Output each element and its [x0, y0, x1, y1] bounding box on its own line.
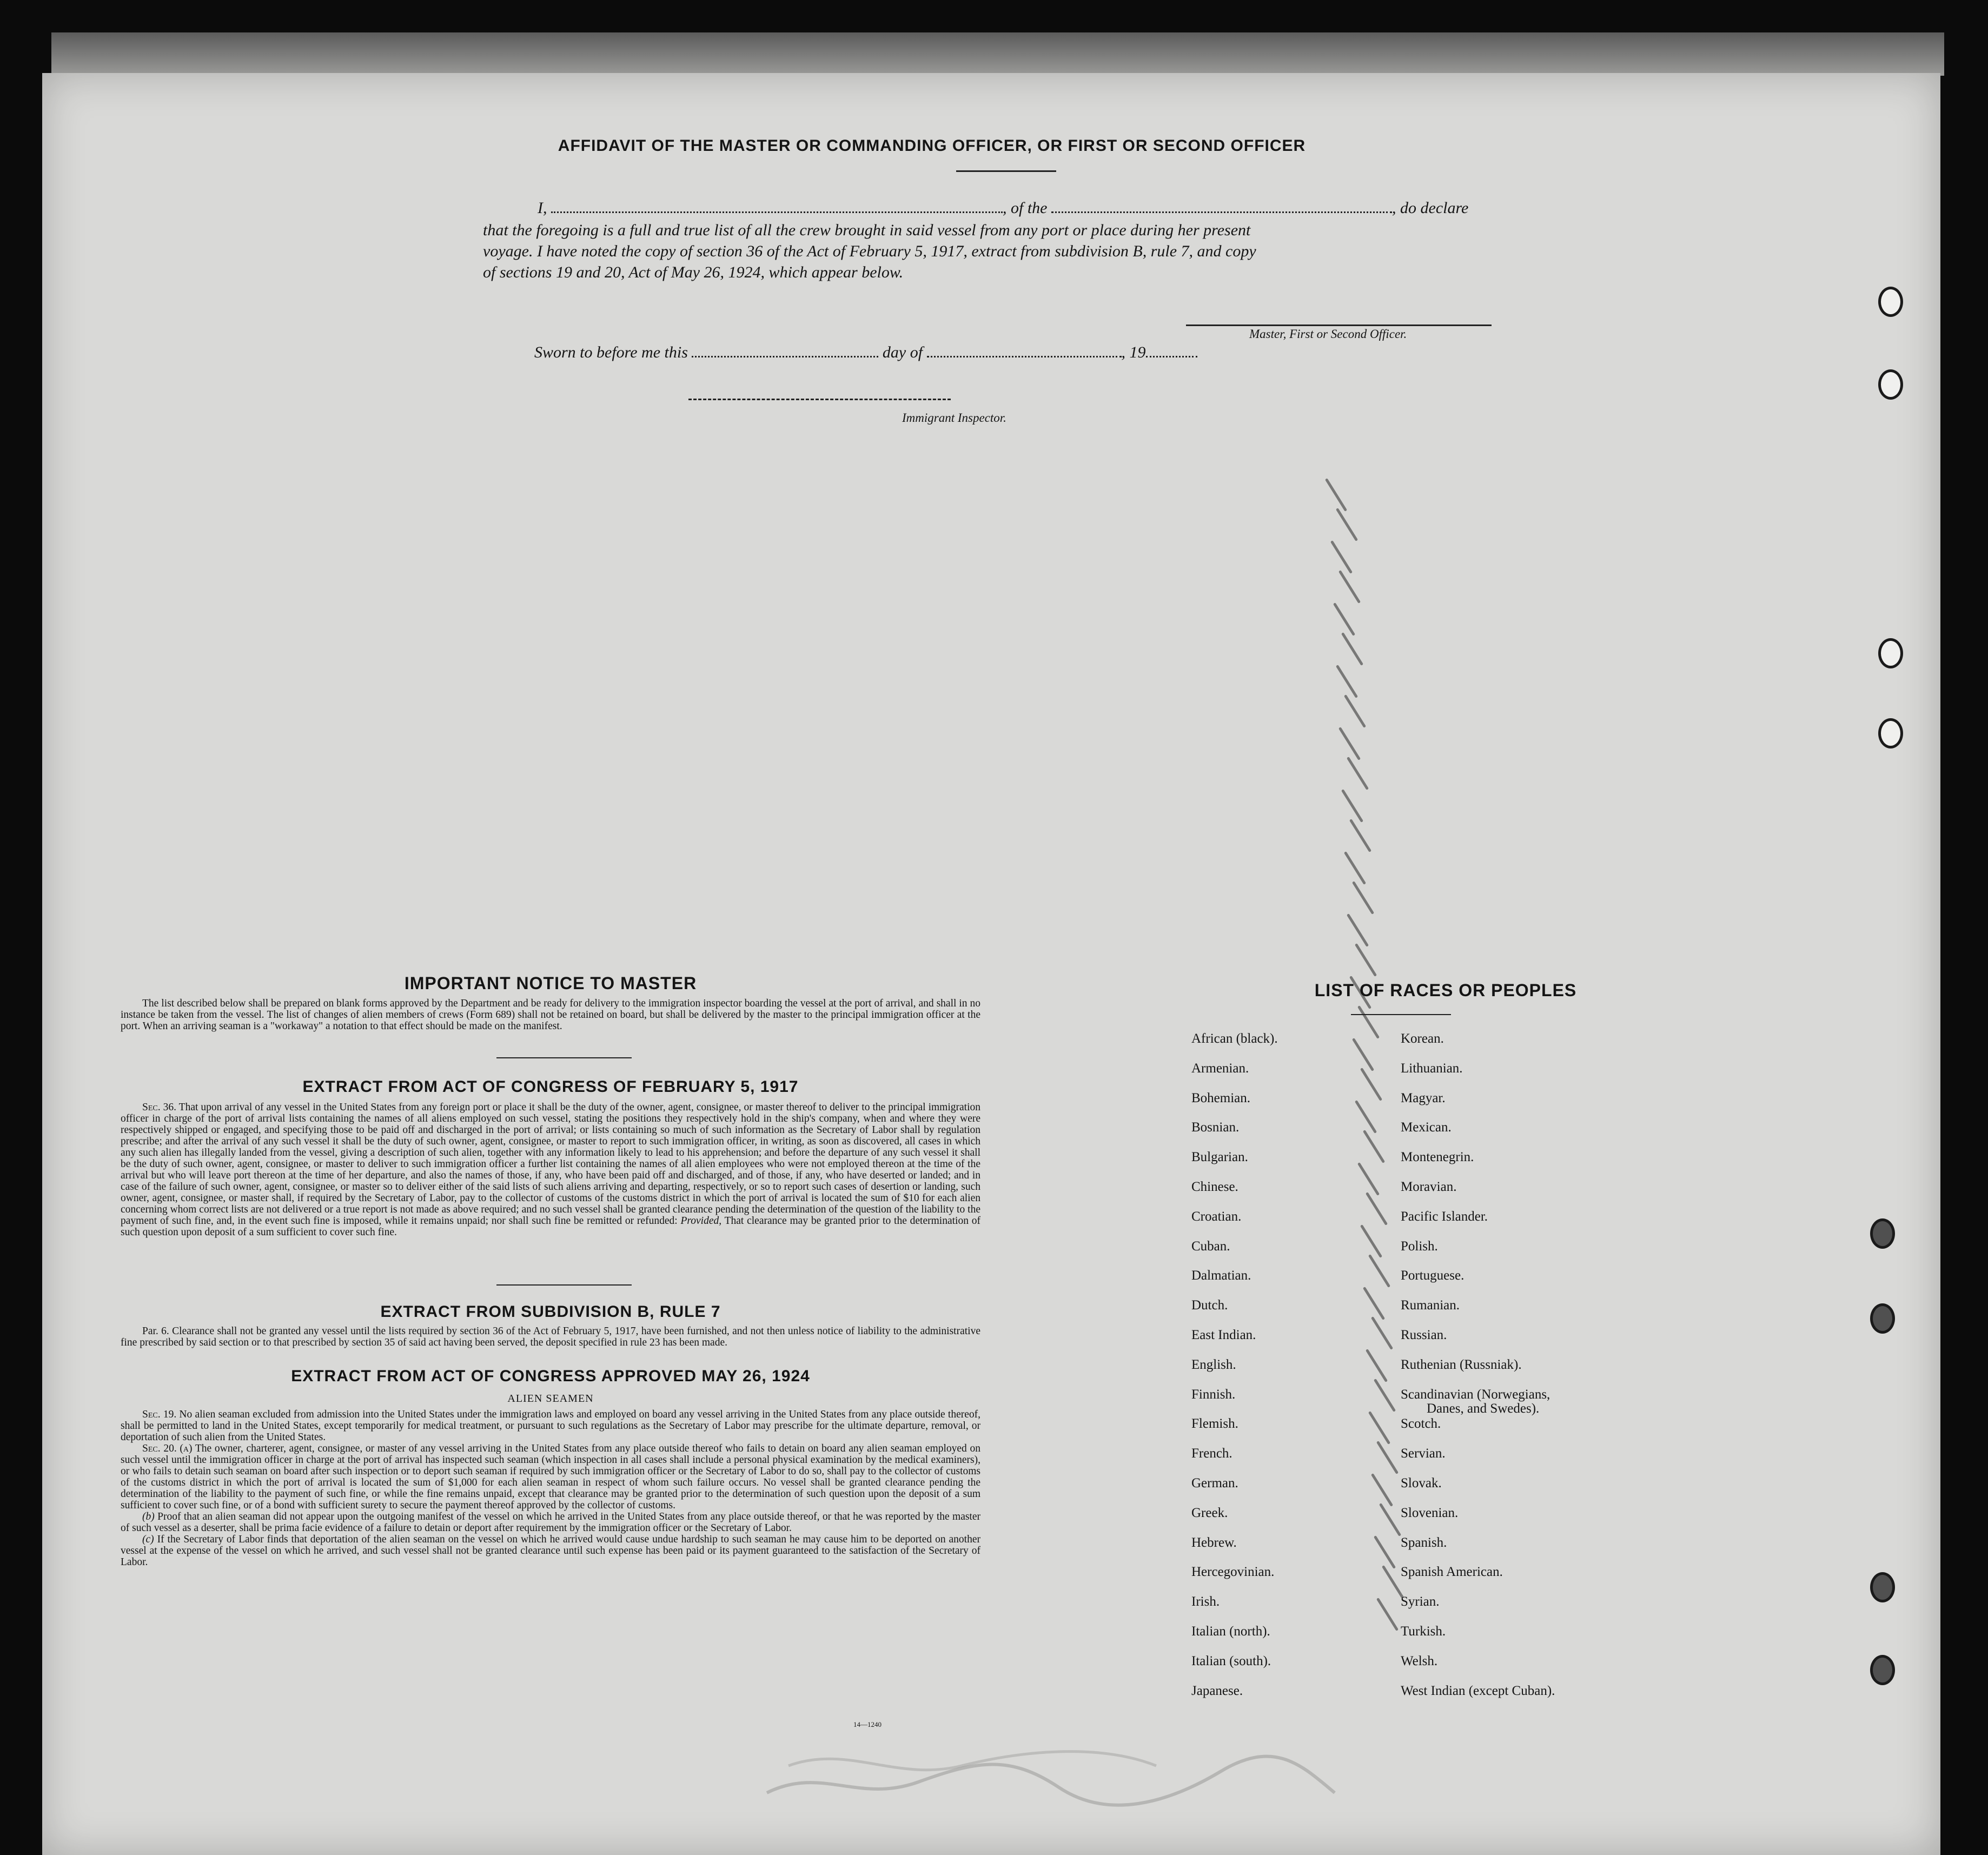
race-item: Moravian. — [1401, 1180, 1457, 1194]
inspector-signature-line[interactable] — [688, 399, 951, 400]
year-label: , 19 — [1121, 343, 1146, 361]
title-divider — [956, 170, 1056, 172]
sec-36-text-end: That clearance may be granted prior to the determination of such question upon deposit of a sum sufficient to cover such fine. — [121, 1215, 980, 1238]
race-item: Ruthenian (Russniak). — [1401, 1357, 1522, 1372]
race-item: Greek. — [1191, 1505, 1228, 1520]
master-label: Master, First or Second Officer. — [1249, 327, 1407, 341]
section-divider — [496, 1284, 632, 1286]
races-divider — [1351, 1014, 1451, 1015]
extract-rule7-section — [121, 1326, 980, 1348]
sec-19-label: Sec. 19. — [142, 1409, 177, 1420]
of-the-label: , of the — [1003, 199, 1048, 217]
sec-20a-paragraph — [121, 1443, 980, 1511]
notice-title: IMPORTANT NOTICE TO MASTER — [404, 973, 697, 993]
i-label: I, — [538, 199, 547, 217]
race-item: English. — [1191, 1357, 1236, 1372]
race-item: Danes, and Swedes). — [1427, 1401, 1540, 1416]
extract-rule7-text: Par. 6. Clearance shall not be granted any vessel until the lists required by section 36 of the Act of February 5, 1917, have been furnished, and not then unless notice of liability to the administrative fine prescribed by said section or to that prescribed by section 35 of said act having been served, the deposit specified in rule 23 has been made. — [121, 1326, 980, 1348]
race-item: Slovenian. — [1401, 1505, 1459, 1520]
race-item: Servian. — [1401, 1446, 1446, 1461]
sec-19-text: No alien seaman excluded from admission into the United States under the immigration laws and employed on board any vessel arriving in the United States from any place outside thereof, shall be permitted to land in the United States, except temporarily for medical treatment, or pursuant to such regulations as the Secretary of Labor may prescribe for the ultimate departure, removal, or deportation of such alien from the United States. — [121, 1409, 980, 1443]
race-item: Slovak. — [1401, 1476, 1442, 1490]
sec-20c-text: If the Secretary of Labor finds that deportation of the alien seaman on the vessel on which he arrived would cause undue hardship to such seaman he may cause him to be deported on another vessel at the expense of the vessel on which he arrived, and such vessel shall not be granted clearance until such expense has been paid or its payment guaranteed to the satisfaction of the Secretary of Labor. — [121, 1534, 980, 1568]
race-item: Chinese. — [1191, 1180, 1238, 1194]
inspector-label: Immigrant Inspector. — [902, 411, 1006, 425]
race-item: Armenian. — [1191, 1061, 1249, 1076]
sec-20b-paragraph — [121, 1511, 980, 1534]
race-item: French. — [1191, 1446, 1232, 1461]
section-divider — [496, 1057, 632, 1058]
affidavit-line-2: that the foregoing is a full and true list of all the crew brought in said vessel from any port or place during her present — [483, 221, 1251, 239]
race-item: Finnish. — [1191, 1387, 1236, 1402]
sworn-line — [534, 343, 1197, 362]
race-item: Syrian. — [1401, 1594, 1440, 1609]
do-declare-label: , do declare — [1392, 199, 1469, 217]
affidavit-declaration-line — [538, 199, 1468, 217]
master-signature-line[interactable] — [1186, 324, 1492, 326]
race-item: Welsh. — [1401, 1653, 1438, 1668]
vessel-blank[interactable] — [1051, 211, 1392, 213]
scan-top-edge — [51, 32, 1944, 76]
extract-rule7-title: EXTRACT FROM SUBDIVISION B, RULE 7 — [380, 1303, 721, 1321]
race-item: West Indian (except Cuban). — [1401, 1683, 1555, 1698]
extract-1924-title: EXTRACT FROM ACT OF CONGRESS APPROVED MAY 26, 1924 — [291, 1367, 810, 1385]
provided-label: Provided, — [680, 1215, 722, 1227]
race-item: Flemish. — [1191, 1416, 1238, 1432]
race-item: Polish. — [1401, 1238, 1438, 1254]
race-item: Scotch. — [1401, 1416, 1441, 1432]
month-blank[interactable] — [927, 356, 1122, 357]
affidavit-line-4: of sections 19 and 20, Act of May 26, 1924, which appear below. — [483, 263, 904, 281]
binder-hole-icon — [1870, 1572, 1895, 1602]
sworn-label: Sworn to before me this — [534, 343, 688, 361]
sec-20c-paragraph — [121, 1534, 980, 1568]
document-page — [42, 73, 1940, 1855]
race-item: Spanish. — [1401, 1535, 1447, 1550]
sec-20a-text: The owner, charterer, agent, consignee, or master of any vessel arriving in the United States from any place outside thereof who fails to detain on board any alien seaman employed on such vessel until the immigration officer in charge at the port of arrival has inspected such seaman (which inspection in all cases shall include a personal physical examination by the medical examiners), or who fails to detain such seaman on board after such inspection or to deport such seaman if required by such immigration officer or the Secretary of Labor to do so, shall pay to the collector of customs of the customs district in which the port of arrival is located the sum of $1,000 for each alien seaman in respect of whom such failure occurs. No vessel shall be granted clearance pending the determination of the liability to the payment of such fine, or while the fine remains unpaid, except that clearance may be granted prior to the determination of such question upon the deposit of a sum sufficient to cover such fine, or of a bond with sufficient surety to secure the payment thereof approved by the collector of customs. — [121, 1443, 980, 1511]
extract-1924-subtitle: ALIEN SEAMEN — [507, 1393, 594, 1405]
race-item: Magyar. — [1401, 1090, 1446, 1105]
race-item: Irish. — [1191, 1594, 1220, 1609]
race-item: Hercegovinian. — [1191, 1565, 1275, 1580]
sec-36-label: Sec. 36. — [142, 1102, 176, 1113]
race-item: Korean. — [1401, 1031, 1444, 1046]
day-blank[interactable] — [692, 356, 878, 357]
race-item: Dutch. — [1191, 1298, 1228, 1313]
race-item: Turkish. — [1401, 1624, 1446, 1639]
race-item: Japanese. — [1191, 1683, 1243, 1698]
extract-1917-text — [121, 1102, 980, 1238]
race-item: Italian (north). — [1191, 1624, 1270, 1639]
sec-20b-label: (b) — [142, 1511, 155, 1522]
notice-text: The list described below shall be prepared on blank forms approved by the Department and be ready for delivery to the immigration inspector boarding the vessel at the port of arrival, and shall in no instance be taken from the vessel. The list of changes of alien members of crews (Form 689) shall not be retained on board, but shall be delivered by the master to the principal immigration officer at the port. When an arriving seaman is a "workaway" a notation to that effect should be made on the manifest. — [121, 998, 980, 1032]
race-item: Spanish American. — [1401, 1565, 1503, 1580]
day-of-label: day of — [882, 343, 923, 361]
sec-20c-label: (c) — [142, 1534, 154, 1545]
year-blank[interactable] — [1146, 356, 1197, 357]
sec-20b-text: Proof that an alien seaman did not appear upon the outgoing manifest of the vessel on which he arrived in the United States from any place outside thereof, or that he was reported by the master of such vessel as a deserter, shall be prima facie evidence of a failure to detain or deport after requirement by the immigration officer or the Secretary of Labor. — [121, 1511, 981, 1534]
races-title: LIST OF RACES OR PEOPLES — [1314, 981, 1577, 1000]
binder-hole-icon — [1878, 369, 1903, 400]
binder-hole-icon — [1870, 1655, 1895, 1685]
race-item: German. — [1191, 1476, 1238, 1490]
race-item: Lithuanian. — [1401, 1061, 1463, 1076]
race-item: Portuguese. — [1401, 1268, 1465, 1283]
race-item: Pacific Islander. — [1401, 1209, 1488, 1224]
binder-hole-icon — [1878, 718, 1903, 748]
name-blank[interactable] — [551, 211, 1003, 213]
race-item: African (black). — [1191, 1031, 1278, 1046]
affidavit-line-3: voyage. I have noted the copy of section 36 of the Act of February 5, 1917, extract from subdivision B, rule 7, and copy — [483, 242, 1256, 260]
extract-1917-section — [121, 1102, 980, 1238]
race-item: Rumanian. — [1401, 1298, 1460, 1313]
sec-36-text: That upon arrival of any vessel in the United States from any foreign port or place it shall be the duty of the owner, agent, consignee, or master thereof to deliver to the principal immigration officer in charge of the port of arrival lists containing the names of all aliens employed on such vessel, stating the positions they respectively hold in the ship's company, when and where they were respectively shipped or engaged, and specifying those to be paid off and discharged in the port of arrival; or lists containing so much of such information as the Secretary of Labor shall by regulation prescribe; and after the arrival of any such vessel it shall be the duty of such owner, agent, consignee, or master to report to such immigration officer, in writing, as soon as discovered, all cases in which any such alien has illegally landed from the vessel, giving a description of such alien, together with any information likely to lead to his apprehension; and before the departure of any such vessel it shall be the duty of such owner, agent, consignee, or master to deliver to such immigration officer a further list containing the names of all alien employees who were not employed thereon at the time of the arrival but who will leave port thereon at the time of her departure, and also the names of those, if any, who have been paid off and discharged, and of those, if any, who have deserted or landed; and in case of the failure of such owner, agent, consignee, or master so to deliver either of the said lists of such aliens arriving and departing, respectively, or so to report such cases of desertion or landing, such owner, agent, consignee, or master shall, if required by the Secretary of Labor, pay to the collector of customs of the customs district in which the port of arrival is located the sum of $10 for each alien concerning whom correct lists are not delivered or a true report is not made as above required; and no such vessel shall be granted clearance pending the determination of the question of the liability to the payment of such fine, and, in the event such fine is imposed, while it remains unpaid; nor shall such fine be remitted or refunded: — [121, 1102, 980, 1227]
affidavit-title: AFFIDAVIT OF THE MASTER OR COMMANDING OFFICER, OR FIRST OR SECOND OFFICER — [558, 137, 1306, 155]
race-item: Dalmatian. — [1191, 1268, 1251, 1283]
faint-signature — [756, 1733, 1346, 1820]
notice-section — [121, 998, 980, 1032]
sec-19-paragraph — [121, 1409, 980, 1443]
binder-hole-icon — [1878, 287, 1903, 317]
race-item: Mexican. — [1401, 1120, 1452, 1135]
race-item: Bulgarian. — [1191, 1150, 1248, 1165]
race-item: Bosnian. — [1191, 1120, 1240, 1135]
sec-20-label: Sec. 20. (a) — [142, 1443, 193, 1454]
race-item: Russian. — [1401, 1328, 1447, 1342]
race-item: Montenegrin. — [1401, 1150, 1474, 1165]
binder-hole-icon — [1870, 1303, 1895, 1334]
race-item: Italian (south). — [1191, 1653, 1271, 1668]
extract-1924-section — [121, 1409, 980, 1568]
binder-hole-icon — [1878, 638, 1903, 668]
extract-1917-title: EXTRACT FROM ACT OF CONGRESS OF FEBRUARY 5, 1917 — [302, 1078, 799, 1096]
binder-hole-icon — [1870, 1218, 1895, 1249]
form-number: 14—1240 — [853, 1720, 882, 1728]
race-item: Bohemian. — [1191, 1090, 1251, 1105]
race-item: Cuban. — [1191, 1238, 1230, 1254]
race-item: Scandinavian (Norwegians, — [1401, 1387, 1550, 1402]
race-item: East Indian. — [1191, 1328, 1256, 1342]
race-item: Croatian. — [1191, 1209, 1242, 1224]
race-item: Hebrew. — [1191, 1535, 1237, 1550]
